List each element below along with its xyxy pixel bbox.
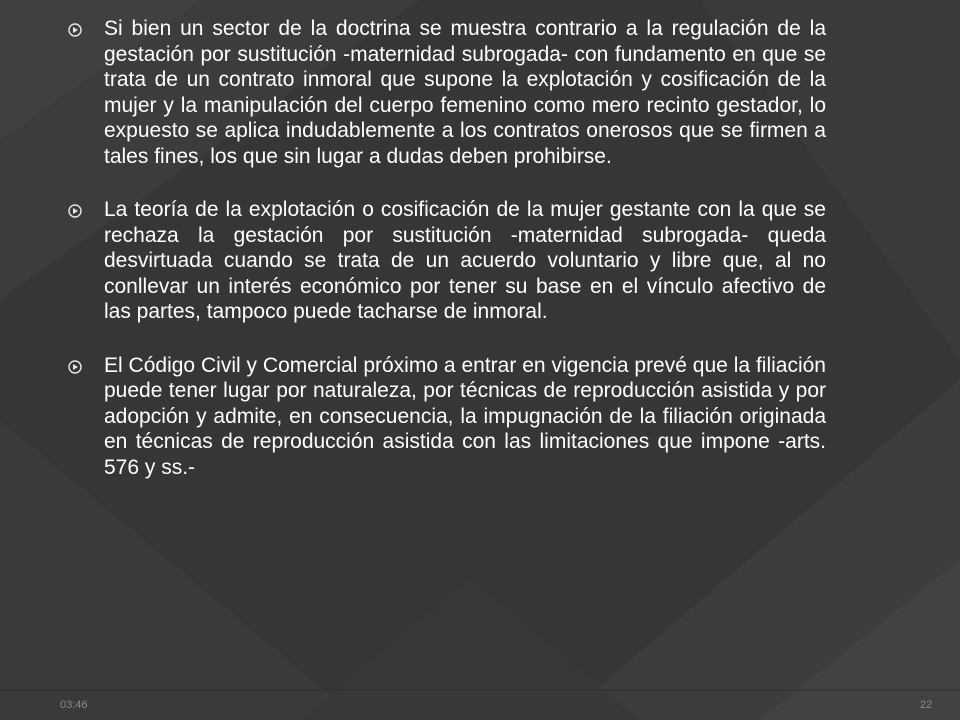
- bullet-text: La teoría de la explotación o cosificación de la mujer gestante con la que se rechaza la gestación por sustitución -maternidad subrogada- queda desvirtuada cuando se trata de un acuerdo voluntario y libre que, al no conllevar un interés económico por tener su base en el vínculo afectivo de las partes, tampoco puede tacharse de inmoral.: [104, 198, 826, 323]
- bullet-item: [64, 197, 826, 325]
- circled-arrow-icon: [68, 23, 82, 37]
- page-number: 22: [920, 699, 933, 711]
- bullet-text: Si bien un sector de la doctrina se muestra contrario a la regulación de la gestación por sustitución -maternidad subrogada- con fundamento en que se trata de un contrato inmoral que supone la explotación y cosificación de la mujer y la manipulación del cuerpo femenino como mero recinto gestador, lo expuesto se aplica indudablemente a los contratos onerosos que se firmen a tales fines, los que sin lugar a dudas deben prohibirse.: [104, 17, 826, 168]
- circled-arrow-icon: [68, 204, 82, 218]
- slide-body: [64, 16, 826, 508]
- bullet-item: [64, 16, 826, 169]
- circled-arrow-icon: [68, 360, 82, 374]
- bullet-text: El Código Civil y Comercial próximo a entrar en vigencia prevé que la filiación puede tener lugar por naturaleza, por técnicas de reproducción asistida y por adopción y admite, en consecuencia, la impugnación de la filiación originada en técnicas de reproducción asistida con las limitaciones que impone -arts. 576 y ss.-: [104, 353, 826, 479]
- bullet-item: [64, 353, 826, 481]
- footer-time: 03:46: [60, 699, 88, 711]
